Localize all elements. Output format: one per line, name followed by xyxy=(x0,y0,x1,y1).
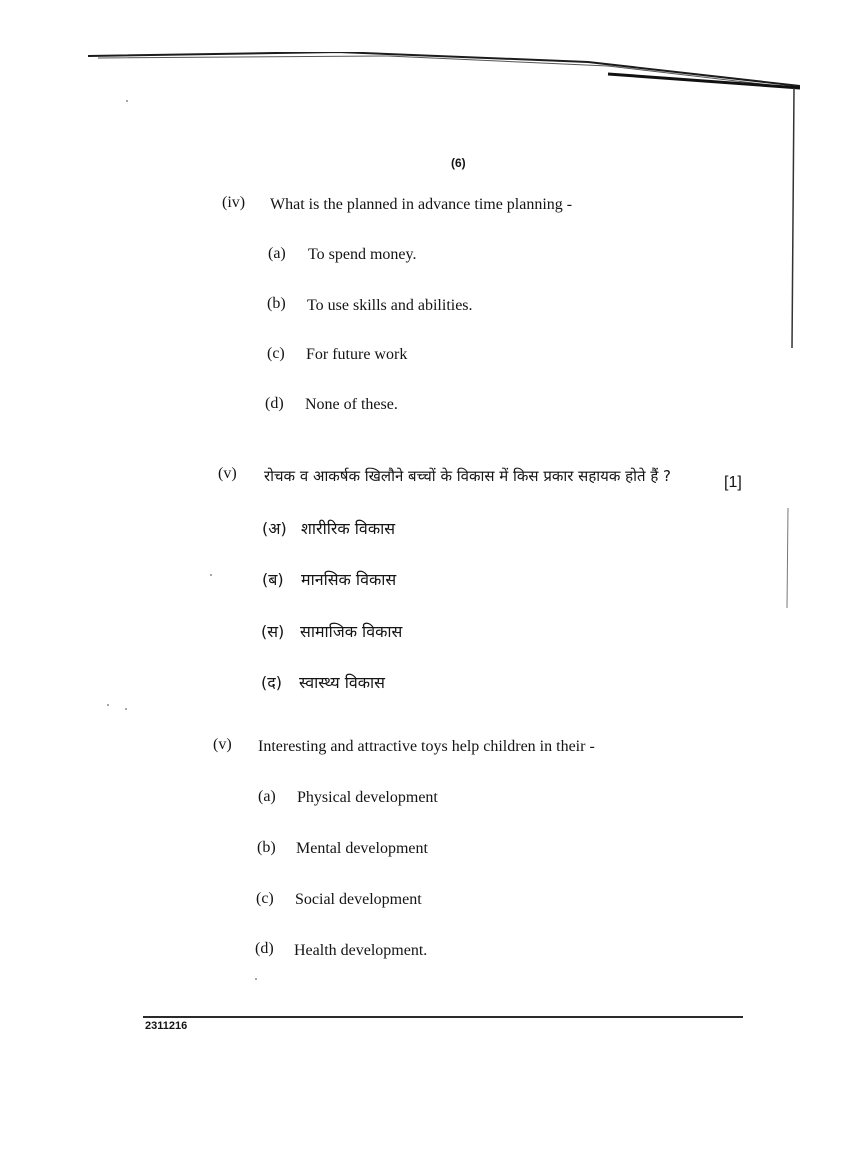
scan-speck xyxy=(107,704,109,706)
option-label: (c) xyxy=(256,890,274,907)
option-text: Mental development xyxy=(296,840,428,857)
question-text: Interesting and attractive toys help children in their - xyxy=(258,738,595,755)
option-text: For future work xyxy=(306,346,408,363)
scan-speck xyxy=(126,100,128,102)
option-text: स्वास्थ्य विकास xyxy=(299,673,385,692)
option-text: None of these. xyxy=(305,396,398,413)
footer-rule xyxy=(143,1016,743,1018)
question-number: (v) xyxy=(218,465,237,482)
option-label: (ब) xyxy=(262,570,284,589)
option-label: (द) xyxy=(261,673,282,692)
marks-badge: [1] xyxy=(724,474,742,491)
option-text: सामाजिक विकास xyxy=(300,622,403,641)
scan-edge-top xyxy=(88,52,800,92)
option-label: (a) xyxy=(258,788,276,805)
option-text: To spend money. xyxy=(308,246,417,263)
scan-edge-right xyxy=(782,88,802,688)
question-number: (v) xyxy=(213,736,232,753)
scan-speck xyxy=(125,708,127,710)
option-label: (स) xyxy=(261,622,285,641)
option-label: (c) xyxy=(267,345,285,362)
paper-code: 2311216 xyxy=(145,1020,188,1032)
scan-speck xyxy=(255,978,257,980)
option-text: शारीरिक विकास xyxy=(301,519,396,538)
option-text: मानसिक विकास xyxy=(301,570,397,589)
option-label: (a) xyxy=(268,245,286,262)
option-label: (अ) xyxy=(262,519,287,538)
question-text: What is the planned in advance time planning - xyxy=(270,196,573,213)
option-label: (b) xyxy=(257,839,276,856)
option-label: (b) xyxy=(267,295,286,312)
option-text: Social development xyxy=(295,891,422,908)
question-text: रोचक व आकर्षक खिलौने बच्चों के विकास में किस प्रकार सहायक होते हैं ? xyxy=(264,467,672,485)
option-text: Health development. xyxy=(294,942,428,959)
scan-speck xyxy=(210,574,212,576)
option-text: To use skills and abilities. xyxy=(307,297,473,314)
question-number: (iv) xyxy=(222,194,246,211)
option-label: (d) xyxy=(265,395,284,412)
option-label: (d) xyxy=(255,940,274,957)
option-text: Physical development xyxy=(297,789,438,806)
page-number: (6) xyxy=(451,156,466,170)
